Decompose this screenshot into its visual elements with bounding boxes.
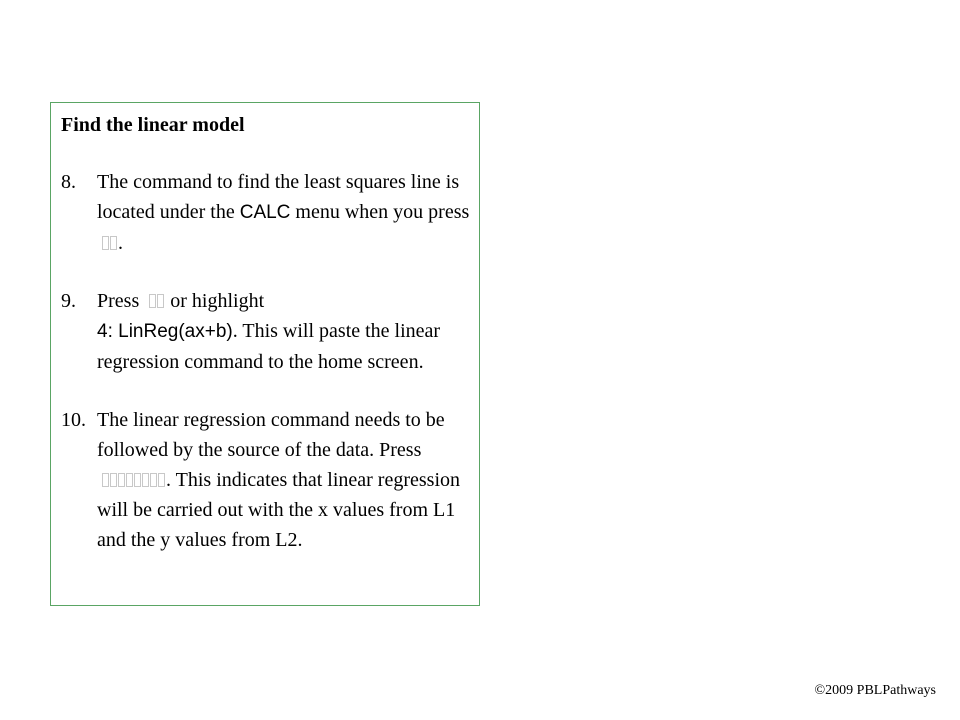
step-10 bbox=[61, 405, 471, 555]
step-number: 10. bbox=[61, 409, 86, 431]
key-glyph-icon bbox=[149, 294, 156, 308]
copyright-notice bbox=[815, 682, 936, 700]
list-key-sequence-icon bbox=[101, 465, 165, 495]
key-glyph-icon bbox=[142, 473, 149, 487]
step-text: The command to find the least squares line is located under the bbox=[97, 171, 460, 223]
step-9 bbox=[61, 286, 471, 377]
key-glyph-icon bbox=[158, 473, 165, 487]
key-glyph-icon bbox=[118, 473, 125, 487]
linreg-menu-option: 4: LinReg(ax+b) bbox=[97, 321, 233, 342]
step-list bbox=[61, 167, 471, 555]
key-glyph-icon bbox=[150, 473, 157, 487]
step-text: . This will paste the linear regression command to the home screen. bbox=[97, 320, 441, 373]
copyright-text: 2009 PBLPathways bbox=[825, 683, 936, 698]
stat-key-icon bbox=[101, 228, 117, 258]
key-glyph-icon bbox=[134, 473, 141, 487]
instruction-panel bbox=[50, 102, 480, 606]
number-key-icon bbox=[148, 286, 164, 316]
step-8 bbox=[61, 167, 471, 258]
step-text: . This indicates that linear regression will be carried out with the x values from L1 and the y values from L2. bbox=[97, 469, 460, 551]
step-number: 8. bbox=[61, 171, 76, 193]
step-text: or highlight bbox=[165, 290, 265, 312]
key-glyph-icon bbox=[102, 473, 109, 487]
copyright-icon: © bbox=[814, 683, 826, 698]
step-text: The linear regression command needs to be followed by the source of the data. Press bbox=[97, 409, 445, 461]
key-glyph-icon bbox=[126, 473, 133, 487]
step-text: Press bbox=[97, 290, 145, 312]
step-text: menu when you press bbox=[290, 201, 470, 223]
panel-title: Find the linear model bbox=[61, 114, 245, 136]
key-glyph-icon bbox=[110, 473, 117, 487]
key-glyph-icon bbox=[102, 236, 109, 250]
key-glyph-icon bbox=[157, 294, 164, 308]
step-number: 9. bbox=[61, 290, 76, 312]
step-text: . bbox=[118, 232, 123, 254]
key-glyph-icon bbox=[110, 236, 117, 250]
calc-menu-name: CALC bbox=[239, 202, 291, 223]
